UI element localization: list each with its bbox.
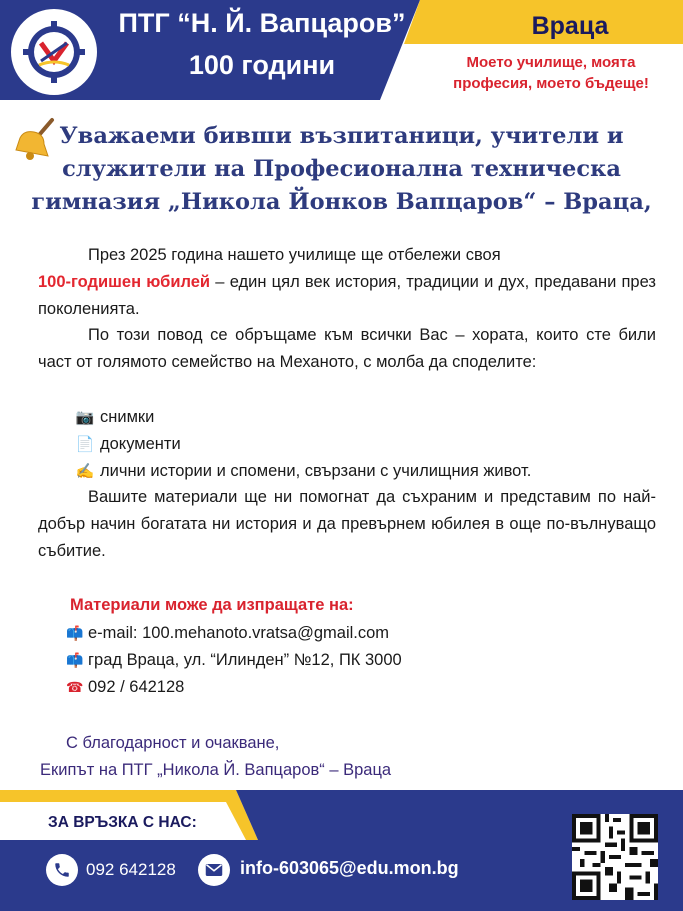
mailbox-icon: 📫 [66, 652, 84, 668]
phone-text[interactable]: 092 / 642128 [88, 678, 185, 696]
qr-code[interactable] [572, 814, 658, 900]
jubilee-highlight: 100-годишен юбилей [38, 273, 211, 291]
footer-email[interactable]: info-603065@edu.mon.bg [240, 858, 459, 878]
materials-text: Вашите материали ще ни помогнат да съхраним и представим по най-добър начин богатата ни история и да превърнем юбилея в още по-вълнуващо събитие. [38, 488, 656, 560]
slogan-line-1: Моето училище, моята [466, 54, 636, 71]
slogan [420, 52, 682, 94]
footer-phone[interactable]: 092 642128 [86, 860, 176, 879]
anniversary-years: 100 години [188, 50, 336, 80]
jubilee-continuation: – един цял век история, традиции и дух, предавани през поколенията. [38, 273, 656, 318]
title-line-1: Уважаеми бивши възпитаници, учители и [59, 123, 624, 149]
mailbox-icon: 📫 [66, 625, 84, 641]
slogan-line-2: професия, моето бъдеще! [453, 75, 649, 92]
city-name: Враца [531, 12, 609, 40]
list-item-documents [74, 431, 181, 458]
list-item-stories [74, 458, 531, 485]
appeal-text: По този повод се обръщаме към всички Вас – хората, които сте били част от голямото семейство на Механото, с молба да споделите: [38, 326, 656, 371]
page-title [20, 120, 663, 219]
list-item-label: лични истории и спомени, свързани с училищния живот. [100, 462, 532, 480]
email-text[interactable]: e-mail: 100.mehanoto.vratsa@gmail.com [88, 624, 390, 642]
contact-heading: Материали може да изпращате на: [70, 596, 354, 614]
title-line-2: служители на Професионална техническа [62, 156, 621, 182]
footer-contact-heading: ЗА ВРЪЗКА С НАС: [48, 814, 197, 831]
writing-hand-icon: ✍ [75, 463, 95, 480]
closing-greeting: С благодарност и очакване, [66, 734, 280, 752]
paragraph-materials [38, 484, 656, 565]
address-line [66, 651, 402, 670]
address-text: град Враца, ул. “Илинден” №12, ПК 3000 [88, 651, 402, 669]
phone-icon [46, 854, 78, 886]
jubilee-intro: През 2025 година нашето училище ще отбележи своя [88, 246, 501, 264]
title-line-3: гимназия „Никола Йонков Вапцаров“ – Враца, [31, 189, 652, 215]
list-item-label: документи [100, 435, 181, 453]
telephone-icon: ☎ [66, 679, 84, 695]
envelope-icon [198, 854, 230, 886]
email-line [66, 624, 389, 643]
paragraph-appeal [38, 322, 656, 376]
paragraph-jubilee [38, 242, 656, 323]
list-item-label: снимки [100, 408, 155, 426]
phone-line [66, 678, 184, 697]
school-name: ПТГ “Н. Й. Вапцаров” [118, 8, 406, 38]
school-logo [8, 6, 100, 98]
document-icon: 📄 [75, 436, 95, 453]
camera-icon: 📷 [75, 409, 95, 426]
closing-signature: Екипът на ПТГ „Никола Й. Вапцаров“ – Враца [40, 761, 392, 779]
list-item-photos [74, 404, 154, 431]
